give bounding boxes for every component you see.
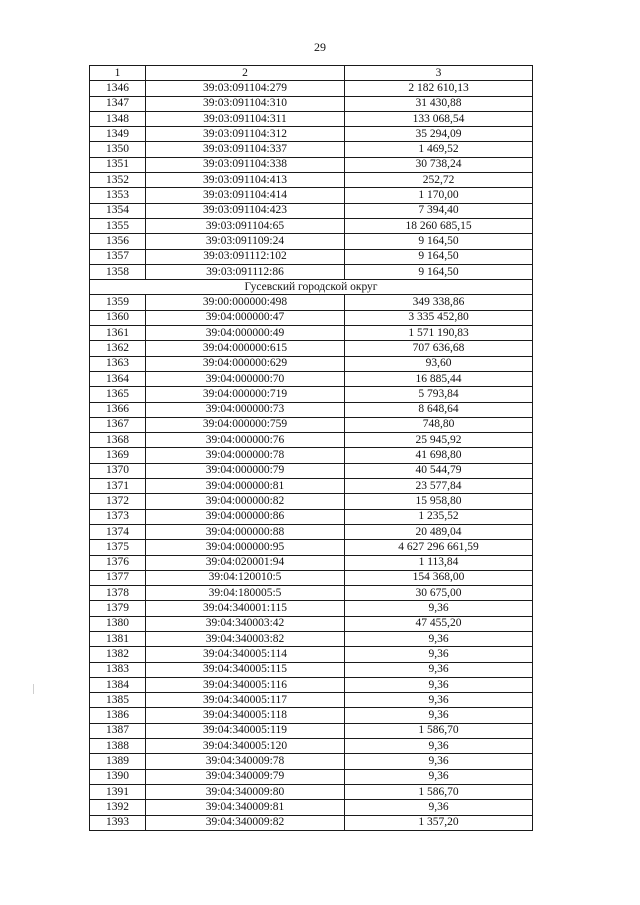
table-row (90, 739, 533, 754)
value-cell: 7 394,40 (345, 203, 533, 218)
value-cell: 1 113,84 (345, 555, 533, 570)
cadastral-number-cell: 39:04:000000:76 (146, 433, 345, 448)
cadastral-number-cell: 39:04:180005:5 (146, 586, 345, 601)
row-number-cell: 1364 (90, 371, 146, 386)
table-row (90, 310, 533, 325)
row-number-cell: 1353 (90, 188, 146, 203)
table-row (90, 463, 533, 478)
cadastral-number-cell: 39:03:091104:312 (146, 127, 345, 142)
value-cell: 23 577,84 (345, 479, 533, 494)
row-number-cell: 1354 (90, 203, 146, 218)
value-cell: 9,36 (345, 769, 533, 784)
cadastral-number-cell: 39:04:000000:47 (146, 310, 345, 325)
table-row (90, 127, 533, 142)
cadastral-number-cell: 39:04:340005:118 (146, 708, 345, 723)
table-row (90, 784, 533, 799)
section-row (90, 280, 533, 295)
table-row (90, 111, 533, 126)
value-cell: 9,36 (345, 800, 533, 815)
value-cell: 1 170,00 (345, 188, 533, 203)
table-row (90, 417, 533, 432)
table-row (90, 188, 533, 203)
value-cell: 5 793,84 (345, 387, 533, 402)
row-number-cell: 1346 (90, 81, 146, 96)
table-row (90, 249, 533, 264)
cadastral-number-cell: 39:03:091104:311 (146, 111, 345, 126)
cadastral-number-cell: 39:04:000000:73 (146, 402, 345, 417)
value-cell: 4 627 296 661,59 (345, 540, 533, 555)
row-number-cell: 1373 (90, 509, 146, 524)
table-row (90, 570, 533, 585)
cadastral-number-cell: 39:04:000000:629 (146, 356, 345, 371)
value-cell: 41 698,80 (345, 448, 533, 463)
cadastral-number-cell: 39:03:091104:337 (146, 142, 345, 157)
table-row (90, 586, 533, 601)
value-cell: 35 294,09 (345, 127, 533, 142)
table-row (90, 433, 533, 448)
value-cell: 349 338,86 (345, 295, 533, 310)
row-number-cell: 1393 (90, 815, 146, 830)
table-row (90, 693, 533, 708)
table-row (90, 203, 533, 218)
value-cell: 1 235,52 (345, 509, 533, 524)
value-cell: 1 586,70 (345, 784, 533, 799)
table-row (90, 708, 533, 723)
table-row (90, 218, 533, 233)
value-cell: 707 636,68 (345, 341, 533, 356)
table-row (90, 631, 533, 646)
cadastral-number-cell: 39:03:091104:310 (146, 96, 345, 111)
table-row (90, 754, 533, 769)
cadastral-number-cell: 39:03:091104:338 (146, 157, 345, 172)
row-number-cell: 1382 (90, 647, 146, 662)
cadastral-number-cell: 39:04:340009:82 (146, 815, 345, 830)
value-cell: 9,36 (345, 677, 533, 692)
row-number-cell: 1390 (90, 769, 146, 784)
value-cell: 9,36 (345, 754, 533, 769)
row-number-cell: 1367 (90, 417, 146, 432)
value-cell: 9,36 (345, 631, 533, 646)
cadastral-number-cell: 39:03:091112:86 (146, 264, 345, 279)
value-cell: 2 182 610,13 (345, 81, 533, 96)
row-number-cell: 1381 (90, 631, 146, 646)
row-number-cell: 1361 (90, 326, 146, 341)
cadastral-number-cell: 39:04:340005:119 (146, 723, 345, 738)
row-number-cell: 1372 (90, 494, 146, 509)
table-row (90, 647, 533, 662)
value-cell: 20 489,04 (345, 524, 533, 539)
row-number-cell: 1384 (90, 677, 146, 692)
cadastral-number-cell: 39:04:340009:80 (146, 784, 345, 799)
cadastral-number-cell: 39:04:000000:79 (146, 463, 345, 478)
table-row (90, 264, 533, 279)
cadastral-number-cell: 39:03:091104:414 (146, 188, 345, 203)
table-row (90, 157, 533, 172)
cadastral-number-cell: 39:04:340005:120 (146, 739, 345, 754)
table-row (90, 494, 533, 509)
cadastral-number-cell: 39:04:000000:615 (146, 341, 345, 356)
value-cell: 3 335 452,80 (345, 310, 533, 325)
row-number-cell: 1387 (90, 723, 146, 738)
section-label: Гусевский городской округ (90, 280, 533, 295)
table-row (90, 540, 533, 555)
page-number: 29 (314, 40, 326, 54)
cadastral-number-cell: 39:04:340009:78 (146, 754, 345, 769)
row-number-cell: 1386 (90, 708, 146, 723)
value-cell: 748,80 (345, 417, 533, 432)
cadastral-number-cell: 39:03:091104:413 (146, 173, 345, 188)
cadastral-number-cell: 39:04:020001:94 (146, 555, 345, 570)
cadastral-number-cell: 39:04:120010:5 (146, 570, 345, 585)
cadastral-number-cell: 39:00:000000:498 (146, 295, 345, 310)
row-number-cell: 1363 (90, 356, 146, 371)
value-cell: 1 571 190,83 (345, 326, 533, 341)
table-row (90, 387, 533, 402)
value-cell: 9,36 (345, 739, 533, 754)
row-number-cell: 1355 (90, 218, 146, 233)
cadastral-number-cell: 39:04:340005:114 (146, 647, 345, 662)
value-cell: 40 544,79 (345, 463, 533, 478)
table-row (90, 555, 533, 570)
row-number-cell: 1351 (90, 157, 146, 172)
table-row (90, 769, 533, 784)
header-cell-3: 3 (345, 66, 533, 81)
table-row (90, 723, 533, 738)
table-row (90, 173, 533, 188)
row-number-cell: 1357 (90, 249, 146, 264)
row-number-cell: 1380 (90, 616, 146, 631)
row-number-cell: 1350 (90, 142, 146, 157)
row-number-cell: 1369 (90, 448, 146, 463)
table-row (90, 524, 533, 539)
value-cell: 1 586,70 (345, 723, 533, 738)
value-cell: 1 357,20 (345, 815, 533, 830)
data-table (89, 65, 533, 831)
cadastral-number-cell: 39:04:340005:116 (146, 677, 345, 692)
table-row (90, 662, 533, 677)
value-cell: 9,36 (345, 647, 533, 662)
table-row (90, 616, 533, 631)
cadastral-number-cell: 39:04:340009:81 (146, 800, 345, 815)
row-number-cell: 1371 (90, 479, 146, 494)
table-row (90, 142, 533, 157)
value-cell: 9 164,50 (345, 249, 533, 264)
cadastral-number-cell: 39:04:000000:78 (146, 448, 345, 463)
table-body (90, 66, 533, 831)
cadastral-number-cell: 39:04:340005:117 (146, 693, 345, 708)
table-row (90, 295, 533, 310)
value-cell: 15 958,80 (345, 494, 533, 509)
value-cell: 9 164,50 (345, 234, 533, 249)
cadastral-number-cell: 39:04:000000:82 (146, 494, 345, 509)
value-cell: 30 738,24 (345, 157, 533, 172)
value-cell: 30 675,00 (345, 586, 533, 601)
table-row (90, 479, 533, 494)
table-row (90, 677, 533, 692)
cadastral-number-cell: 39:04:000000:719 (146, 387, 345, 402)
table-row (90, 601, 533, 616)
cadastral-number-cell: 39:04:000000:49 (146, 326, 345, 341)
value-cell: 18 260 685,15 (345, 218, 533, 233)
table-row (90, 234, 533, 249)
cadastral-number-cell: 39:04:340001:115 (146, 601, 345, 616)
table-row (90, 356, 533, 371)
value-cell: 252,72 (345, 173, 533, 188)
row-number-cell: 1348 (90, 111, 146, 126)
header-cell-2: 2 (146, 66, 345, 81)
table-row (90, 96, 533, 111)
row-number-cell: 1388 (90, 739, 146, 754)
table-row (90, 815, 533, 830)
cadastral-number-cell: 39:03:091109:24 (146, 234, 345, 249)
cadastral-number-cell: 39:04:000000:70 (146, 371, 345, 386)
row-number-cell: 1370 (90, 463, 146, 478)
cadastral-number-cell: 39:04:000000:86 (146, 509, 345, 524)
row-number-cell: 1358 (90, 264, 146, 279)
row-number-cell: 1352 (90, 173, 146, 188)
value-cell: 93,60 (345, 356, 533, 371)
table-row (90, 341, 533, 356)
cadastral-number-cell: 39:03:091104:279 (146, 81, 345, 96)
row-number-cell: 1392 (90, 800, 146, 815)
value-cell: 9 164,50 (345, 264, 533, 279)
value-cell: 1 469,52 (345, 142, 533, 157)
value-cell: 133 068,54 (345, 111, 533, 126)
table-row (90, 800, 533, 815)
row-number-cell: 1377 (90, 570, 146, 585)
cadastral-number-cell: 39:03:091112:102 (146, 249, 345, 264)
row-number-cell: 1366 (90, 402, 146, 417)
row-number-cell: 1349 (90, 127, 146, 142)
row-number-cell: 1389 (90, 754, 146, 769)
cadastral-number-cell: 39:03:091104:65 (146, 218, 345, 233)
row-number-cell: 1365 (90, 387, 146, 402)
cadastral-number-cell: 39:04:000000:88 (146, 524, 345, 539)
header-cell-1: 1 (90, 66, 146, 81)
row-number-cell: 1374 (90, 524, 146, 539)
row-number-cell: 1359 (90, 295, 146, 310)
row-number-cell: 1379 (90, 601, 146, 616)
table-row (90, 371, 533, 386)
cadastral-number-cell: 39:04:340009:79 (146, 769, 345, 784)
row-number-cell: 1368 (90, 433, 146, 448)
table-row (90, 402, 533, 417)
cadastral-number-cell: 39:03:091104:423 (146, 203, 345, 218)
cadastral-number-cell: 39:04:000000:759 (146, 417, 345, 432)
value-cell: 9,36 (345, 708, 533, 723)
row-number-cell: 1347 (90, 96, 146, 111)
value-cell: 9,36 (345, 693, 533, 708)
value-cell: 25 945,92 (345, 433, 533, 448)
cadastral-number-cell: 39:04:000000:81 (146, 479, 345, 494)
table-row (90, 81, 533, 96)
value-cell: 9,36 (345, 601, 533, 616)
row-number-cell: 1362 (90, 341, 146, 356)
cadastral-number-cell: 39:04:340003:42 (146, 616, 345, 631)
value-cell: 8 648,64 (345, 402, 533, 417)
cadastral-number-cell: 39:04:000000:95 (146, 540, 345, 555)
table-row (90, 326, 533, 341)
cadastral-number-cell: 39:04:340003:82 (146, 631, 345, 646)
row-number-cell: 1376 (90, 555, 146, 570)
value-cell: 16 885,44 (345, 371, 533, 386)
row-number-cell: 1385 (90, 693, 146, 708)
value-cell: 31 430,88 (345, 96, 533, 111)
value-cell: 47 455,20 (345, 616, 533, 631)
row-number-cell: 1383 (90, 662, 146, 677)
header-row (90, 66, 533, 81)
row-number-cell: 1378 (90, 586, 146, 601)
value-cell: 154 368,00 (345, 570, 533, 585)
row-number-cell: 1356 (90, 234, 146, 249)
row-number-cell: 1391 (90, 784, 146, 799)
cadastral-number-cell: 39:04:340005:115 (146, 662, 345, 677)
table-row (90, 509, 533, 524)
row-number-cell: 1360 (90, 310, 146, 325)
value-cell: 9,36 (345, 662, 533, 677)
margin-mark (33, 684, 34, 694)
row-number-cell: 1375 (90, 540, 146, 555)
table-row (90, 448, 533, 463)
